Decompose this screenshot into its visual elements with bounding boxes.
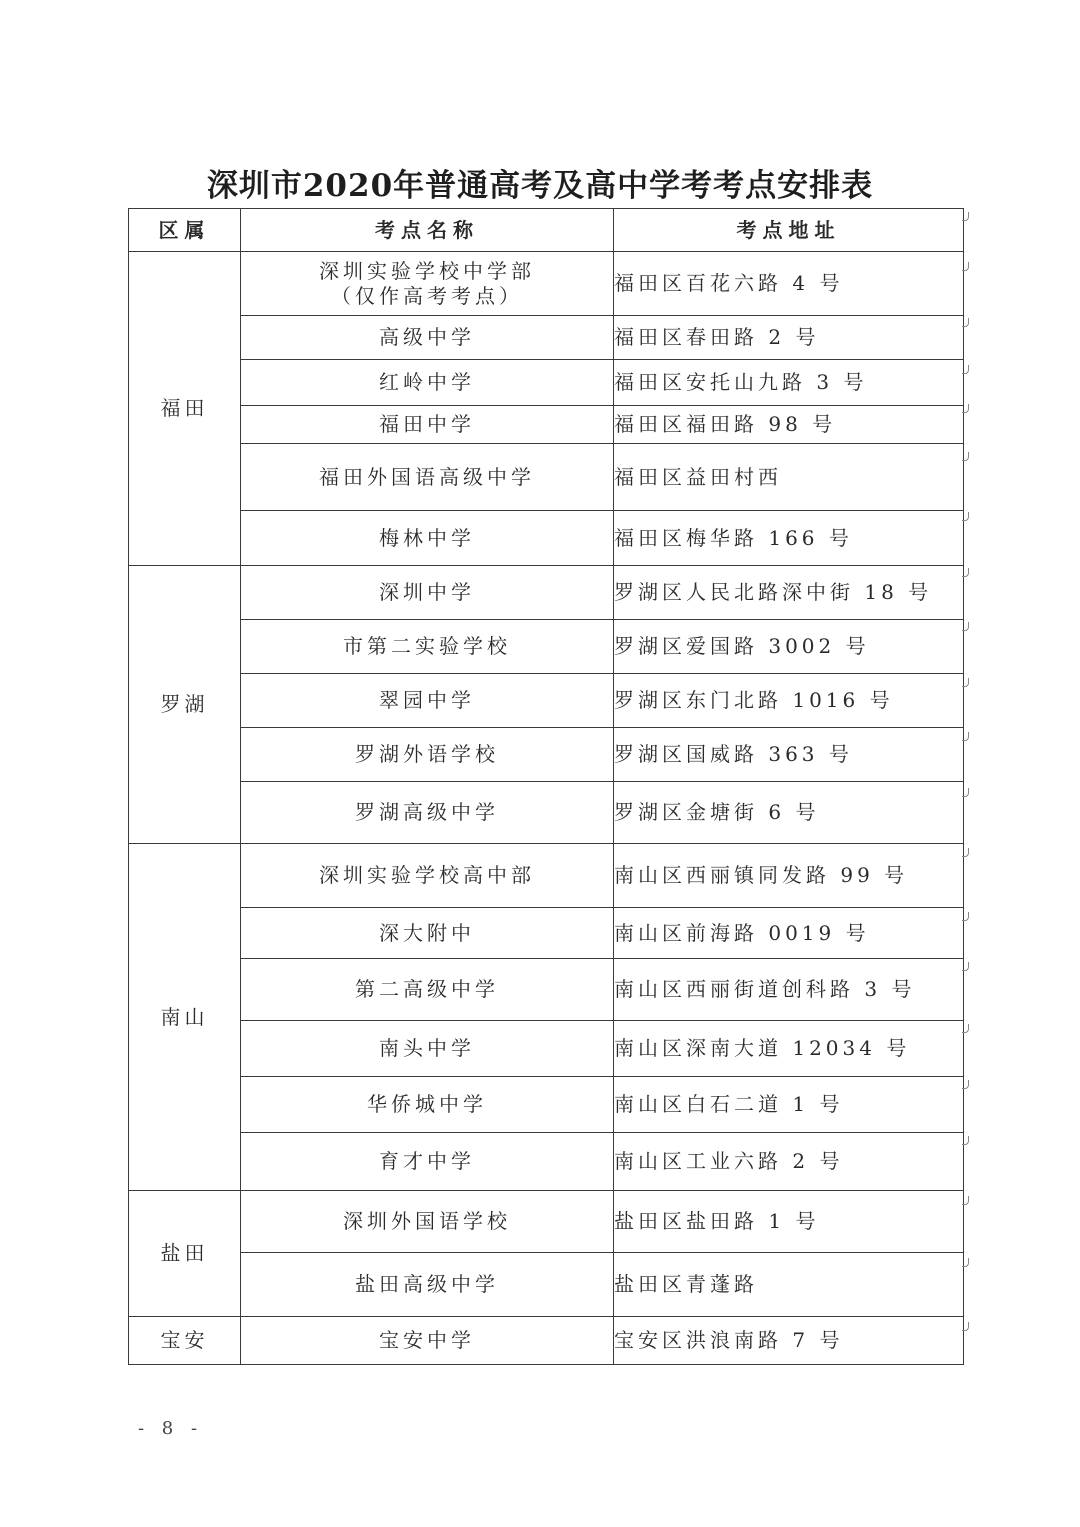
address-cell: 盐田区青蓬路	[614, 1253, 964, 1317]
school-note: （仅作高考考点）	[331, 283, 523, 308]
paragraph-mark	[962, 262, 969, 271]
school-cell: 宝安中学	[241, 1317, 614, 1365]
address-cell: 南山区西丽镇同发路 99 号	[614, 844, 964, 908]
table-row	[129, 360, 964, 406]
table-row	[129, 1021, 964, 1077]
paragraph-mark	[962, 452, 969, 461]
paragraph-mark	[962, 962, 969, 971]
school-cell: 盐田高级中学	[241, 1253, 614, 1317]
school-cell: 梅林中学	[241, 511, 614, 566]
address-cell: 南山区西丽街道创科路 3 号	[614, 959, 964, 1021]
table-row	[129, 1133, 964, 1191]
paragraph-mark	[962, 848, 969, 857]
table-row	[129, 444, 964, 511]
paragraph-mark	[962, 512, 969, 521]
address-cell: 罗湖区爱国路 3002 号	[614, 620, 964, 674]
table-row	[129, 782, 964, 844]
paragraph-mark	[962, 678, 969, 687]
school-cell: 深大附中	[241, 908, 614, 959]
exam-site-table	[128, 208, 964, 1365]
address-cell: 罗湖区人民北路深中街 18 号	[614, 566, 964, 620]
table-row	[129, 844, 964, 908]
paragraph-mark	[962, 912, 969, 921]
district-cell: 福田	[129, 252, 241, 566]
address-cell: 盐田区盐田路 1 号	[614, 1191, 964, 1253]
table-row	[129, 566, 964, 620]
address-cell: 福田区百花六路 4 号	[614, 252, 964, 316]
address-cell: 罗湖区国威路 363 号	[614, 728, 964, 782]
paragraph-mark	[962, 568, 969, 577]
address-cell: 罗湖区金塘街 6 号	[614, 782, 964, 844]
table-row	[129, 406, 964, 444]
school-cell	[241, 252, 614, 316]
paragraph-mark	[962, 1024, 969, 1033]
school-cell: 深圳外国语学校	[241, 1191, 614, 1253]
address-cell: 福田区安托山九路 3 号	[614, 360, 964, 406]
paragraph-mark	[962, 365, 969, 374]
paragraph-mark	[962, 404, 969, 413]
table-row	[129, 959, 964, 1021]
school-cell: 福田中学	[241, 406, 614, 444]
address-cell: 南山区白石二道 1 号	[614, 1077, 964, 1133]
table-header-row	[129, 209, 964, 252]
page-title: 深圳市2020年普通高考及高中学考考点安排表	[206, 168, 874, 204]
paragraph-mark	[962, 622, 969, 631]
table-row	[129, 1077, 964, 1133]
address-cell: 福田区益田村西	[614, 444, 964, 511]
school-cell: 红岭中学	[241, 360, 614, 406]
paragraph-mark	[962, 1258, 969, 1267]
paragraph-mark	[962, 1136, 969, 1145]
address-cell: 宝安区洪浪南路 7 号	[614, 1317, 964, 1365]
address-cell: 南山区工业六路 2 号	[614, 1133, 964, 1191]
paragraph-mark	[962, 318, 969, 327]
address-cell: 福田区梅华路 166 号	[614, 511, 964, 566]
district-cell: 南山	[129, 844, 241, 1191]
school-cell: 深圳中学	[241, 566, 614, 620]
table-row	[129, 511, 964, 566]
table-row	[129, 1253, 964, 1317]
school-cell: 高级中学	[241, 316, 614, 360]
header-district: 区属	[129, 209, 241, 252]
district-cell: 宝安	[129, 1317, 241, 1365]
page-number: - 8 -	[138, 1418, 204, 1439]
address-cell: 南山区前海路 0019 号	[614, 908, 964, 959]
table-row	[129, 1191, 964, 1253]
paragraph-mark	[962, 1080, 969, 1089]
school-cell: 深圳实验学校高中部	[241, 844, 614, 908]
school-cell: 华侨城中学	[241, 1077, 614, 1133]
table-row	[129, 620, 964, 674]
school-cell: 福田外国语高级中学	[241, 444, 614, 511]
district-cell: 盐田	[129, 1191, 241, 1317]
table-row	[129, 908, 964, 959]
school-cell: 罗湖外语学校	[241, 728, 614, 782]
address-cell: 福田区春田路 2 号	[614, 316, 964, 360]
address-cell: 南山区深南大道 12034 号	[614, 1021, 964, 1077]
table-row	[129, 316, 964, 360]
paragraph-mark	[962, 1322, 969, 1331]
table-row	[129, 728, 964, 782]
address-cell: 罗湖区东门北路 1016 号	[614, 674, 964, 728]
table-row	[129, 674, 964, 728]
address-cell: 福田区福田路 98 号	[614, 406, 964, 444]
school-cell: 第二高级中学	[241, 959, 614, 1021]
school-cell: 翠园中学	[241, 674, 614, 728]
school-cell: 育才中学	[241, 1133, 614, 1191]
table-row	[129, 1317, 964, 1365]
school-name: 深圳实验学校中学部	[319, 258, 535, 283]
table-row	[129, 252, 964, 316]
district-cell: 罗湖	[129, 566, 241, 844]
school-cell: 南头中学	[241, 1021, 614, 1077]
paragraph-mark	[962, 1196, 969, 1205]
header-address: 考点地址	[614, 209, 964, 252]
paragraph-mark	[962, 788, 969, 797]
school-cell: 市第二实验学校	[241, 620, 614, 674]
school-cell: 罗湖高级中学	[241, 782, 614, 844]
paragraph-mark	[962, 212, 969, 221]
header-school: 考点名称	[241, 209, 614, 252]
paragraph-mark	[962, 732, 969, 741]
